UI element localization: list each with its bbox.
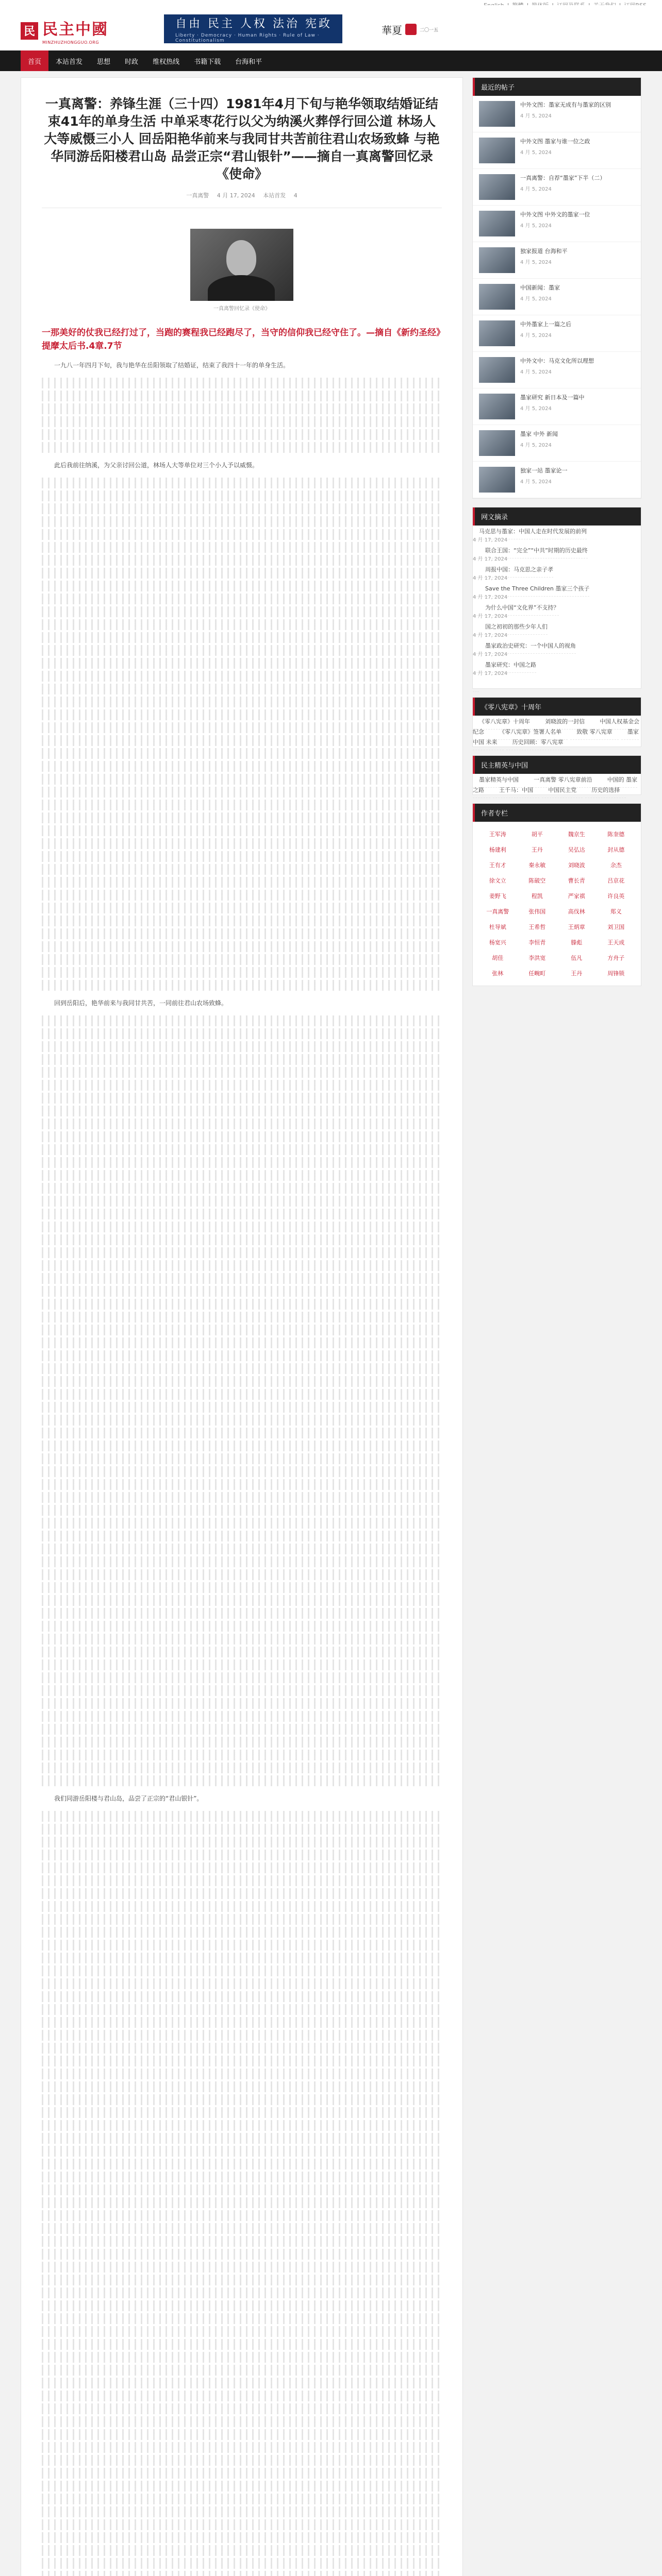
list-item[interactable]: 王千马：中国 [493, 783, 539, 798]
nav-rights-hotline[interactable]: 维权热线 [153, 58, 180, 66]
author-column-link[interactable]: 王丹 [531, 846, 543, 853]
list-item[interactable]: 周报中国：马克思之亲子孝 4 月 17, 2024 [473, 562, 641, 597]
author-column-link[interactable]: 徐文立 [489, 877, 506, 884]
list-item[interactable]: 中国人权基金会纪念 [473, 714, 639, 740]
author-column-link[interactable]: 方舟子 [607, 955, 625, 961]
recent-post-item[interactable]: 墨家 中外 新闻 4 月 5, 2024 [473, 425, 641, 462]
red-stamp-icon [405, 24, 417, 35]
author-grid [473, 822, 641, 986]
article-text-block [42, 478, 442, 991]
list-item[interactable]: 历史的选择 [585, 783, 626, 798]
article-paragraph: 此后我前往纳溪，为父亲讨回公道，林场人大等单位对三个小人予以威慑。 [54, 462, 259, 469]
recent-post-item[interactable]: 中外文中：马克文化所以理想 4 月 5, 2024 [473, 352, 641, 388]
widget-title: 《零八宪章》十周年 [473, 698, 641, 716]
post-thumbnail [479, 284, 515, 310]
list-item[interactable]: 为什么中国“文化界”不支持？ 4 月 17, 2024 [473, 600, 641, 635]
site-logo[interactable] [21, 16, 108, 45]
article-paragraph: 回到岳阳后，艳华前来与我同甘共苦，一同前往君山农场致蜂。 [54, 999, 228, 1007]
author-column-link[interactable]: 魏京生 [568, 831, 585, 838]
article-meta [21, 191, 462, 199]
author-column-link[interactable]: 王丹 [571, 970, 583, 977]
elites-widget [472, 755, 641, 795]
author-column-link[interactable]: 杨宽兴 [489, 939, 506, 946]
article-text-block [42, 1811, 442, 2576]
post-thumbnail [479, 357, 515, 383]
article-paragraph: 一九八一年四月下旬，我与艳华在岳阳领取了结婚证，结束了我四十一年的单身生活。 [54, 362, 290, 369]
slogan-banner [164, 14, 342, 43]
bible-quote: 一那美好的仗我已经打过了，当跑的赛程我已经跑尽了，当守的信仰我已经守住了。—摘自《新约圣经》提摩太后书.4章.7节 [42, 328, 441, 351]
list-item[interactable]: 马克思与墨家：中国人走在时代发展的前列 4 月 17, 2024 [473, 524, 641, 558]
author-column-link[interactable]: 滕彪 [571, 939, 583, 946]
nav-home[interactable]: 首页 [21, 50, 48, 71]
author-column-link[interactable]: 张伟国 [528, 908, 546, 915]
nav-cross-strait[interactable]: 台海和平 [235, 58, 262, 66]
list-item[interactable]: 国之初初的那些少年人们 4 月 17, 2024 [473, 619, 641, 654]
author-column-link[interactable]: 郑义 [610, 908, 622, 915]
recent-posts-widget [472, 77, 641, 499]
list-item[interactable]: 刘晓波的一封信 [539, 714, 591, 730]
article-body [42, 360, 442, 2576]
author-column-link[interactable]: 胡佳 [492, 955, 504, 961]
recent-post-item[interactable]: 独家报道 台海和平 4 月 5, 2024 [473, 242, 641, 279]
author-column-link[interactable]: 伍凡 [571, 955, 583, 961]
author-column-link[interactable]: 姜野飞 [489, 893, 506, 900]
author-column-link[interactable]: 王有才 [489, 862, 506, 869]
calligraphy-seal [382, 18, 438, 41]
author-column-link[interactable]: 任畹町 [528, 970, 546, 977]
list-item[interactable]: 致敬 零八宪章 [570, 724, 619, 740]
author-column-link[interactable]: 杜导斌 [489, 924, 506, 930]
widget-title: 民主精英与中国 [473, 756, 641, 774]
author-column-link[interactable]: 陈奎德 [607, 831, 625, 838]
author-column-link[interactable]: 吴弘达 [568, 846, 585, 853]
recent-post-item[interactable]: 中外文图 墨家与谁一位之政 4 月 5, 2024 [473, 132, 641, 169]
list-item[interactable]: 中国的 墨家之路 [473, 772, 637, 798]
author-column-link[interactable]: 刘晓波 [568, 862, 585, 869]
widget-title: 最近的帖子 [473, 78, 641, 96]
nav-politics[interactable]: 时政 [125, 58, 139, 66]
nav-original[interactable]: 本站首发 [56, 58, 83, 66]
web-digest-widget [472, 507, 641, 689]
slogan-main: 自由 民主 人权 法治 宪政 [175, 17, 332, 30]
article-panel [21, 77, 463, 2576]
recent-post-item[interactable]: 中外墨家上一篇之后 4 月 5, 2024 [473, 315, 641, 352]
recent-post-item[interactable]: 中外文图：墨家无成有与墨家的区别 4 月 5, 2024 [473, 96, 641, 132]
slogan-english: Liberty · Democracy · Human Rights · Rule of Law · Constitutionalism [175, 32, 320, 43]
logo-mark-icon: 民 [21, 22, 38, 40]
author-column-link[interactable]: 杨建利 [489, 846, 506, 853]
post-thumbnail [479, 430, 515, 456]
author-portrait-image [190, 229, 293, 301]
photo-caption: 一真离警回忆录《使命》 [213, 306, 270, 312]
author-column-link[interactable]: 刘卫国 [607, 924, 625, 930]
article-category[interactable]: 本站首发 [263, 192, 286, 199]
site-header [0, 5, 662, 50]
list-item[interactable]: 《零八宪章》签署人名单 [493, 724, 568, 740]
author-column-link[interactable]: 陈破空 [528, 877, 546, 884]
post-thumbnail [479, 174, 515, 200]
list-item[interactable]: 墨家政治史研究：一个中国人的视角 4 月 17, 2024 [473, 638, 641, 673]
main-nav [0, 50, 662, 71]
author-column-link[interactable]: 许良英 [607, 893, 625, 900]
article-date: 4 月 17, 2024 [217, 192, 255, 199]
charter08-widget [472, 697, 641, 747]
list-item[interactable]: 联合王国：“完全”“中共”时期的历史最终 4 月 17, 2024 [473, 543, 641, 578]
author-column-link[interactable]: 曹长青 [568, 877, 585, 884]
recent-post-item[interactable]: 中外文图 中外文的墨家一位 4 月 5, 2024 [473, 206, 641, 242]
post-thumbnail [479, 320, 515, 346]
author-column-link[interactable]: 周锋锁 [607, 970, 625, 977]
recent-post-item[interactable]: 中国新闻：墨家 4 月 5, 2024 [473, 279, 641, 315]
list-item[interactable]: 墨家研究：中国之路 4 月 17, 2024 [473, 657, 641, 692]
author-column-link[interactable]: 余杰 [610, 862, 622, 869]
article-paragraph: 我们同游岳阳楼与君山岛，品尝了正宗的“君山银针”。 [54, 1795, 203, 1802]
site-domain: MINZHUZHONGGUO.ORG [42, 40, 100, 45]
post-thumbnail [479, 247, 515, 273]
nav-books[interactable]: 书籍下载 [194, 58, 221, 66]
author-columns-widget [472, 803, 641, 986]
article-views: 4 [293, 192, 297, 199]
author-column-link[interactable]: 王军涛 [489, 831, 506, 838]
widget-title: 网文摘录 [473, 507, 641, 526]
post-thumbnail [479, 101, 515, 127]
author-column-link[interactable]: 吕京花 [607, 877, 625, 884]
widget-title: 作者专栏 [473, 804, 641, 822]
list-item[interactable]: 《零八宪章》十周年 [473, 714, 536, 730]
article-text-block [42, 378, 442, 453]
site-name: 民主中國 [42, 21, 108, 39]
author-column-link[interactable]: 胡平 [531, 831, 543, 838]
post-thumbnail [479, 138, 515, 163]
article-text-block [42, 1015, 442, 1786]
list-item[interactable]: 墨家 中国 未来 [473, 724, 639, 750]
author-column-link[interactable]: 秦永敏 [528, 862, 546, 869]
list-item[interactable]: 中国民主党 [542, 783, 583, 798]
author-column-link[interactable]: 李洪宽 [528, 955, 546, 961]
seal-caption: 二〇一五 [420, 27, 439, 33]
list-item[interactable]: 一真离警 零八宪章前沿 [527, 772, 599, 788]
post-thumbnail [479, 394, 515, 419]
post-thumbnail [479, 467, 515, 493]
author-column-link[interactable]: 高伐林 [568, 908, 585, 915]
author-column-link[interactable]: 王天成 [607, 939, 625, 946]
author-column-link[interactable]: 封从德 [607, 846, 625, 853]
seal-calligraphy: 華夏 [382, 24, 402, 37]
author-column-link[interactable]: 王炳章 [568, 924, 585, 930]
author-photo-figure [190, 229, 293, 312]
list-item[interactable]: 历史回顾：零八宪章 [506, 735, 570, 750]
author-column-link[interactable]: 王希哲 [528, 924, 546, 930]
list-item[interactable]: 墨家精英与中国 [473, 772, 525, 788]
nav-thought[interactable]: 思想 [97, 58, 111, 66]
author-column-link[interactable]: 一真离警 [486, 908, 509, 915]
author-column-link[interactable]: 张林 [492, 970, 504, 977]
list-item[interactable]: Save the Three Children 墨家三个孩子 4 月 17, 2024 [473, 581, 641, 616]
recent-post-item[interactable]: 墨家研究 新日本及一篇中 4 月 5, 2024 [473, 388, 641, 425]
recent-post-item[interactable]: 独家一站 墨家论一 4 月 5, 2024 [473, 462, 641, 498]
recent-post-item[interactable]: 一真离警：自荐“墨家”下半（二） 4 月 5, 2024 [473, 169, 641, 206]
article-author[interactable]: 一真离警 [186, 192, 209, 199]
author-column-link[interactable]: 程凯 [531, 893, 543, 900]
sidebar [472, 77, 641, 994]
post-thumbnail [479, 211, 515, 236]
article-title: 一真离警：养锋生涯（三十四）1981年4月下旬与艳华领取结婚证结束41年的单身生活 中单采枣花行以父为纳溪火葬俘行回公道 林场人大等威慑三小人 回岳阳艳华前来与我同甘共苦前往君山农场致蜂 与艳华同游岳阳楼君山岛 品尝正宗“君山银针”——摘自一真离警回忆录《使命》 [44, 96, 440, 181]
author-column-link[interactable]: 严家祺 [568, 893, 585, 900]
author-column-link[interactable]: 李恒青 [528, 939, 546, 946]
